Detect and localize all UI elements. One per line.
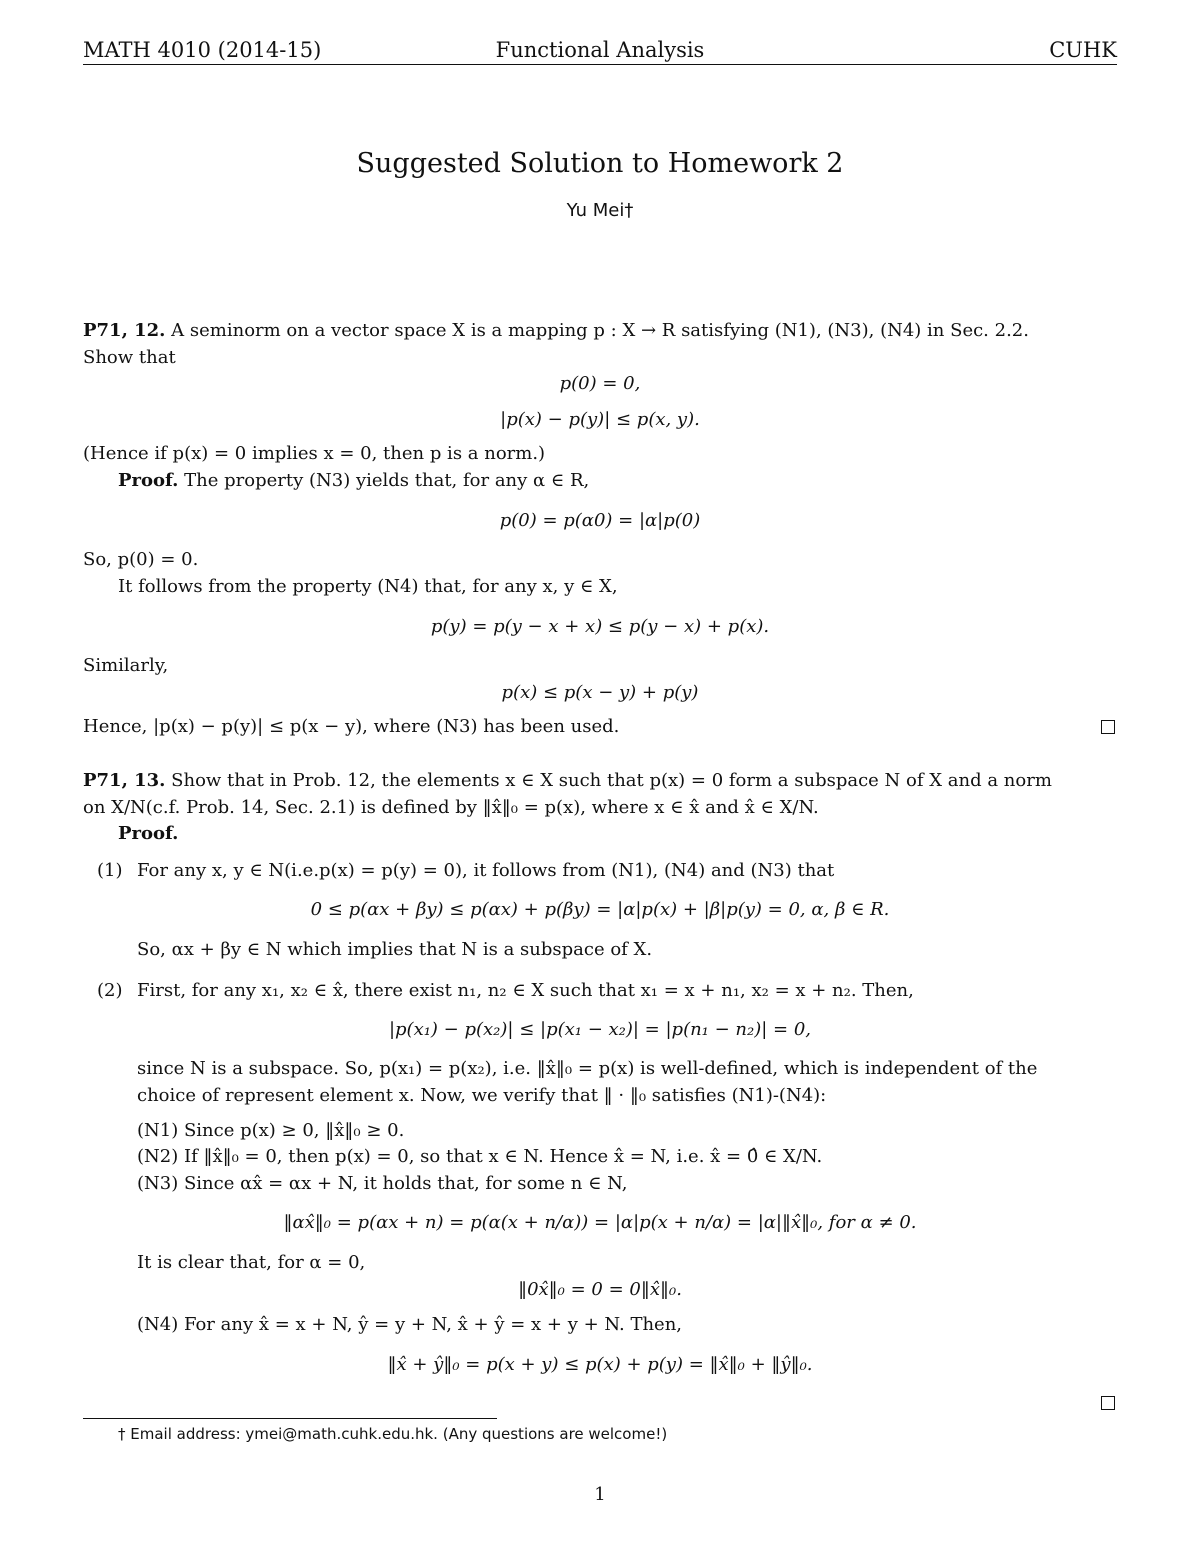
p13-label: P71, 13. <box>83 770 166 791</box>
qed-box <box>1101 720 1115 734</box>
page-number: 1 <box>594 1484 606 1505</box>
header-course: MATH 4010 (2014-15) <box>83 38 322 62</box>
p13-n1: (N1) Since p(x) ≥ 0, ‖x̂‖₀ ≥ 0. <box>137 1120 405 1141</box>
p12-label: P71, 12. <box>83 320 166 341</box>
author: Yu Mei† <box>566 200 634 221</box>
page-title: Suggested Solution to Homework 2 <box>356 148 844 179</box>
p13-n4-eq: ‖x̂ + ŷ‖₀ = p(x + y) ≤ p(x) + p(y) = ‖x̂‖₀ + ‖ŷ‖₀. <box>387 1354 813 1375</box>
p12-proof-label: Proof. <box>118 470 179 491</box>
p13-n4: (N4) For any x̂ = x + N, ŷ = y + N, x̂ + ŷ = x + y + N. Then, <box>137 1314 683 1335</box>
p12-eq4: p(y) = p(y − x + x) ≤ p(y − x) + p(x). <box>430 616 770 637</box>
p12-statement-line1 <box>83 318 1117 344</box>
p13-item2-eq: |p(x₁) − p(x₂)| ≤ |p(x₁ − x₂)| = |p(n₁ − n₂)| = 0, <box>388 1019 812 1040</box>
footnote-rule <box>83 1418 497 1419</box>
p13-item1-line: For any x, y ∈ N(i.e.p(x) = p(y) = 0), it follows from (N1), (N4) and (N3) that <box>137 860 835 881</box>
p13-item1-eq: 0 ≤ p(αx + βy) ≤ p(αx) + p(βy) = |α|p(x) + |β|p(y) = 0, α, β ∈ R. <box>310 899 890 920</box>
p13-item1-conclusion: So, αx + βy ∈ N which implies that N is a subspace of X. <box>137 939 653 960</box>
p12-eq1: p(0) = 0, <box>559 373 641 394</box>
p12-similarly: Similarly, <box>83 655 169 676</box>
p12-eq5: p(x) ≤ p(x − y) + p(y) <box>501 682 699 703</box>
header-subject: Functional Analysis <box>495 38 705 62</box>
p12-proof-line <box>118 468 1152 494</box>
p12-hence-line: Hence, |p(x) − p(y)| ≤ p(x − y), where (N3) has been used. <box>83 716 620 737</box>
p13-statement-line2: on X/N(c.f. Prob. 14, Sec. 2.1) is defined by ‖x̂‖₀ = p(x), where x ∈ x̂ and x̂ ∈ X/N. <box>83 797 819 818</box>
p13-item2-since2: choice of represent element x. Now, we verify that ‖ · ‖₀ satisfies (N1)-(N4): <box>137 1085 827 1106</box>
p13-clear-line: It is clear that, for α = 0, <box>137 1252 366 1273</box>
p13-statement: Show that in Prob. 12, the elements x ∈ X such that p(x) = 0 form a subspace N of X and a norm <box>171 770 1052 791</box>
p13-proof-label <box>118 821 1152 847</box>
p13-n2: (N2) If ‖x̂‖₀ = 0, then p(x) = 0, so that x ∈ N. Hence x̂ = N, i.e. x̂ = 0̂ ∈ X/N. <box>137 1146 823 1167</box>
p12-statement-line2: Show that <box>83 347 176 368</box>
footnote: † Email address: ymei@math.cuhk.edu.hk. (Any questions are welcome!) <box>118 1425 668 1443</box>
p13-statement-line1 <box>83 768 1117 794</box>
header-university: CUHK <box>1049 38 1117 62</box>
p12-follows-line: It follows from the property (N4) that, for any x, y ∈ X, <box>118 576 618 597</box>
p12-eq2: |p(x) − p(y)| ≤ p(x, y). <box>500 409 700 430</box>
p13-item2-number: (2) <box>97 980 123 1001</box>
p13-n3: (N3) Since αx̂ = αx + N, it holds that, for some n ∈ N, <box>137 1173 628 1194</box>
p13-n3-eq: ‖αx̂‖₀ = p(αx + n) = p(α(x + n/α)) = |α|p(x + n/α) = |α|‖x̂‖₀, for α ≠ 0. <box>283 1212 917 1233</box>
p12-so-line: So, p(0) = 0. <box>83 549 199 570</box>
p12-statement: A seminorm on a vector space X is a mapping p : X → R satisfying (N1), (N3), (N4) in Sec. 2.2. <box>171 320 1029 341</box>
p12-note: (Hence if p(x) = 0 implies x = 0, then p is a norm.) <box>83 443 546 464</box>
header-rule <box>83 64 1117 65</box>
p12-proof-text: The property (N3) yields that, for any α ∈ R, <box>184 470 590 491</box>
p13-clear-eq: ‖0x̂‖₀ = 0 = 0‖x̂‖₀. <box>518 1279 682 1300</box>
p13-item2-since1: since N is a subspace. So, p(x₁) = p(x₂), i.e. ‖x̂‖₀ = p(x) is well-defined, which is independent of the <box>137 1058 1038 1079</box>
qed-box <box>1101 1396 1115 1410</box>
p12-eq3: p(0) = p(α0) = |α|p(0) <box>499 510 701 531</box>
p13-proof-label-text: Proof. <box>118 823 179 844</box>
p13-item1-number: (1) <box>97 860 123 881</box>
p13-item2-line: First, for any x₁, x₂ ∈ x̂, there exist n₁, n₂ ∈ X such that x₁ = x + n₁, x₂ = x + n₂. Then, <box>137 980 914 1001</box>
